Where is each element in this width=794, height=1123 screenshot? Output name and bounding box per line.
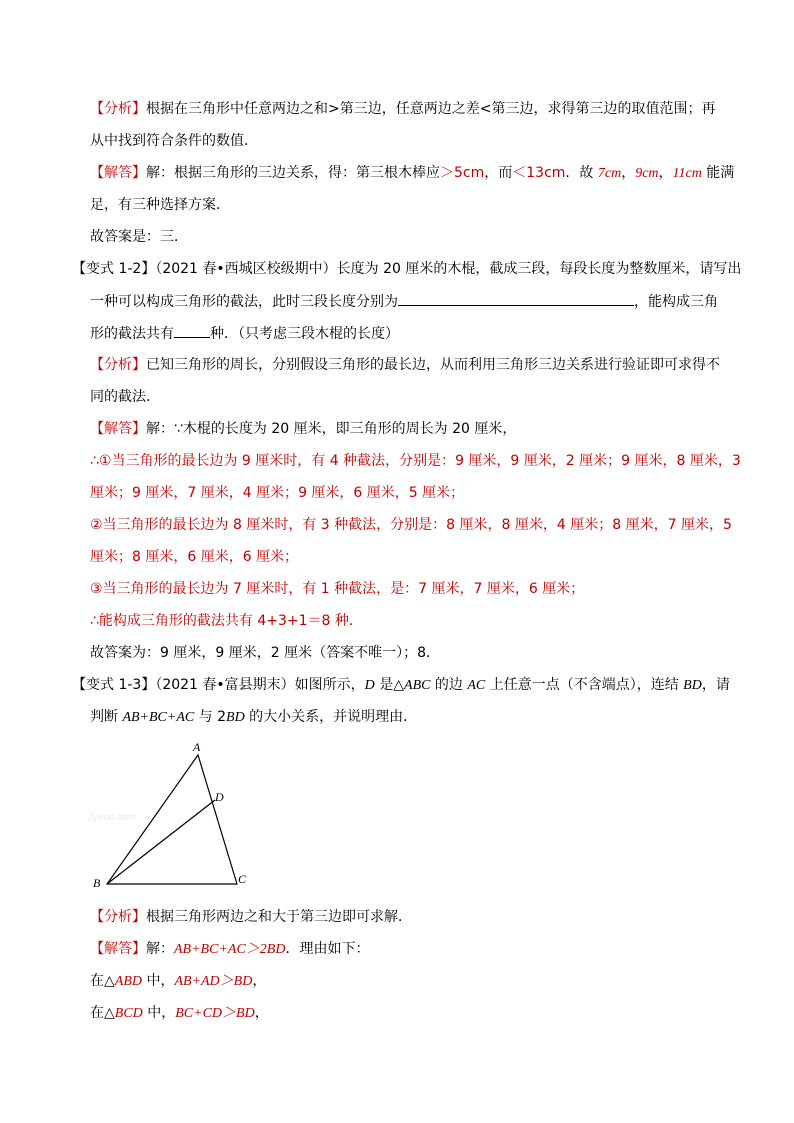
v12-case-3: ③当三角形的最长边为 7 厘米时，有 1 种截法，是：7 厘米，7 厘米，6 厘米； (90, 581, 585, 597)
v12-case-1-line-2: 厘米；9 厘米，7 厘米，4 厘米；9 厘米，6 厘米，5 厘米； (90, 485, 465, 501)
v13-question-line-2: 判断 AB+BC+AC 与 2BD 的大小关系，并说明理由． (90, 709, 418, 725)
v12-question-line-3: 形的截法共有 种．（只考虑三段木棍的长度） (90, 323, 399, 344)
v12-case-2-line-2: 厘米；8 厘米，6 厘米，6 厘米； (90, 549, 299, 565)
blank-line-1[interactable] (398, 291, 634, 306)
label-b: B (93, 876, 101, 890)
final-answer-1: 故答案是：三． (90, 229, 188, 245)
v12-tag: 【变式 1-2】 (72, 261, 156, 277)
analysis-tag: 【分析】 (90, 101, 146, 117)
v13-analysis: 【分析】根据三角形两边之和大于第三边即可求解． (90, 909, 412, 925)
answer-tag: 【解答】 (90, 421, 146, 437)
analysis-tag: 【分析】 (90, 357, 146, 373)
v12-final-answer: 故答案为：9 厘米，9 厘米，2 厘米（答案不唯一）；8． (90, 645, 440, 661)
label-c: C (238, 872, 247, 886)
answer-tag: 【解答】 (90, 941, 146, 957)
answer-line-2: 足，有三种选择方案． (90, 197, 230, 213)
v13-tag: 【变式 1-3】 (72, 677, 156, 693)
answer-line-1: 【解答】解：根据三角形的三边关系，得：第三根木棒应＞5cm，而＜13cm．故 7cm，9cm，11cm 能满 (90, 165, 735, 181)
v12-total: ∴能构成三角形的截法共有 4+3+1＝8 种． (90, 613, 363, 629)
answer-tag: 【解答】 (90, 165, 146, 181)
v12-case-1-line-1: ∴①当三角形的最长边为 9 厘米时，有 4 种截法，分别是：9 厘米，9 厘米，2 厘米；9 厘米，8 厘米，3 (90, 453, 741, 469)
analysis-line-2: 从中找到符合条件的数值． (90, 133, 258, 149)
v12-analysis-line-2: 同的截法． (90, 389, 160, 405)
watermark: Jyeoo.com (88, 812, 137, 823)
v13-triangle-bcd-line: 在△BCD 中，BC+CD＞BD， (90, 1005, 269, 1021)
v12-question-line-2: 一种可以构成三角形的截法，此时三段长度分别为 ，能构成三角 (90, 291, 718, 312)
v12-analysis-line-1: 【分析】已知三角形的周长，分别假设三角形的最长边，从而利用三角形三边关系进行验证即可求得不 (90, 357, 720, 373)
label-d: D (215, 790, 224, 804)
v13-triangle-abd-line: 在△ABD 中，AB+AD＞BD， (90, 973, 267, 989)
label-a: A (193, 740, 201, 754)
v13-question-line-1: 【变式 1-3】（2021 春•富县期末）如图所示，D 是△ABC 的边 AC 上任意一点（不含端点），连结 BD，请 (72, 677, 730, 693)
v13-answer-line: 【解答】解：AB+BC+AC＞2BD．理由如下： (90, 941, 370, 957)
v12-case-2-line-1: ②当三角形的最长边为 8 厘米时，有 3 种截法，分别是：8 厘米，8 厘米，4 厘米；8 厘米，7 厘米，5 (90, 517, 732, 533)
analysis-line-1: 【分析】根据在三角形中任意两边之和>第三边，任意两边之差<第三边，求得第三边的取值范围；再 (90, 101, 716, 117)
blank-line-2[interactable] (174, 323, 210, 338)
v12-answer-line-1: 【解答】解：∵木棍的长度为 20 厘米，即三角形的周长为 20 厘米， (90, 421, 517, 437)
analysis-tag: 【分析】 (90, 909, 146, 925)
v12-question-line-1: 【变式 1-2】（2021 春•西城区校级期中）长度为 20 厘米的木棍，截成三段，每段长度为整数厘米，请写出 (72, 261, 742, 277)
